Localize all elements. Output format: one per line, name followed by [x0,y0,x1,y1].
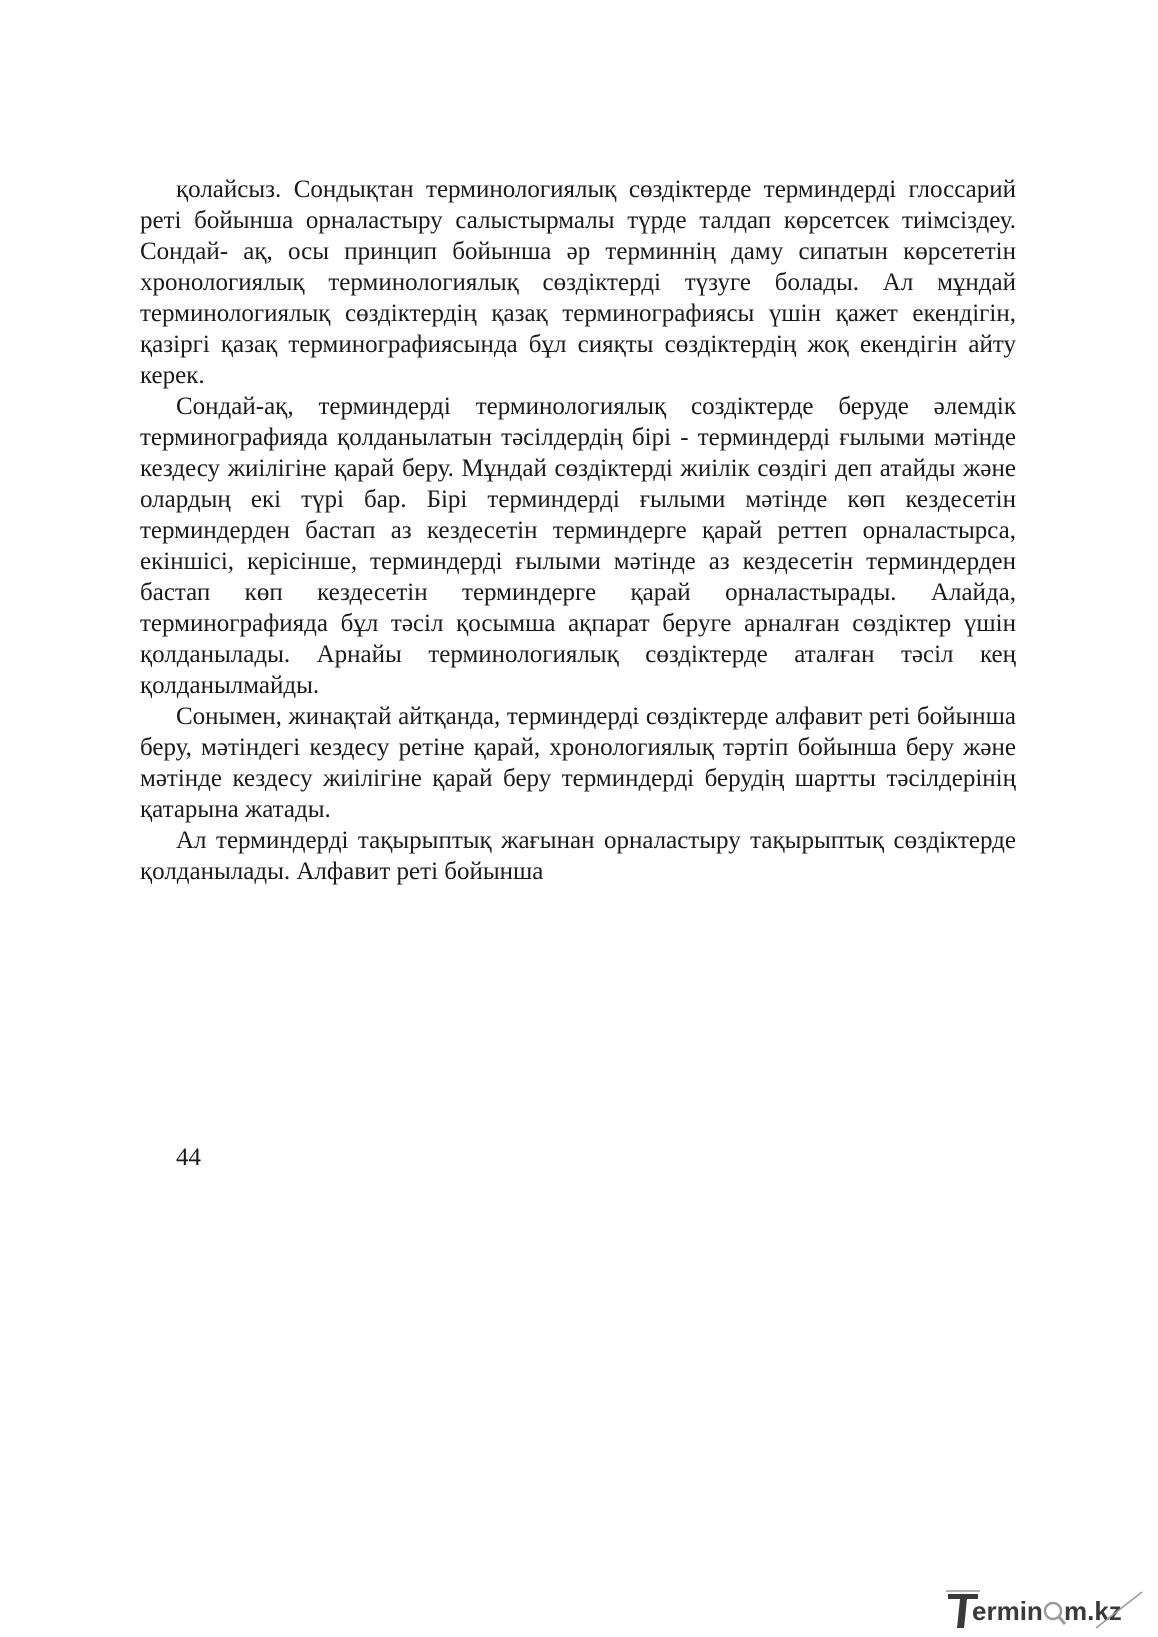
paragraph-2: Сондай-ақ, терминдерді терминологиялық создіктерде беруде әлемдік терминографияда қолданылатын тәсілдердің бірі - терминдерді ғылыми мәтінде кездесу жиілігіне қарай беру. Мұндай сөздіктерді жиілік сөздігі деп атайды және олардың екі түрі бар. Бірі терминдерді ғылыми мәтінде көп кездесетін терминдерден бастап аз кездесетін терминдерге қарай реттеп орналастырса, екіншісі, керісінше, терминдерді ғылыми мәтінде аз кездесетін терминдерден бастап көп кездесетін терминдерге қарай орналастырады. Алайда, терминографияда бұл тәсіл қосымша ақпарат беруге арналған сөздіктер үшін қолданылады. Арнайы терминологиялық сөздіктерде аталған тәсіл кең қолданылмайды. [140,393,1016,699]
paragraph-1: қолайсыз. Сондықтан терминологиялық сөздіктерде терминдерді глоссарий реті бойынша орналастыру салыстырмалы түрде талдап көрсетсек тиімсіздеу. Сондай- ақ, осы принцип бойынша әр терминнің даму сипатын көрсететін хронологиялық терминологиялық сөздіктерді түзуге болады. Ал мұндай терминологиялық сөздіктердің қазақ терминографиясы үшін қажет екендігін, қазіргі қазақ терминографиясында бұл сияқты сөздіктердің жоқ екендігін айту керек. [140,176,1016,389]
termincom-logo [946,1588,1146,1632]
page-number: 44 [176,1144,201,1171]
paragraph-4: Ал терминдерді тақырыптық жағынан орналастыру тақырыптық сөздіктерде қолданылады. Алфавит реті бойынша [140,827,1016,885]
termincom-logo-icon [946,1588,1146,1632]
logo-text-left: ermin [972,1596,1043,1626]
paragraph-3: Сонымен, жинақтай айтқанда, терминдерді сөздіктерде алфавит реті бойынша беру, мәтіндегі кездесу ретіне қарай, хронологиялық тәртіп бойынша беру және мәтінде кездесу жиілігіне қарай беру терминдерді берудің шартты тәсілдерінің қатарына жатады. [140,703,1016,823]
magnifier-icon [1045,1603,1065,1624]
logo-text-right: m.kz [1064,1596,1122,1626]
body-text [140,174,1016,887]
